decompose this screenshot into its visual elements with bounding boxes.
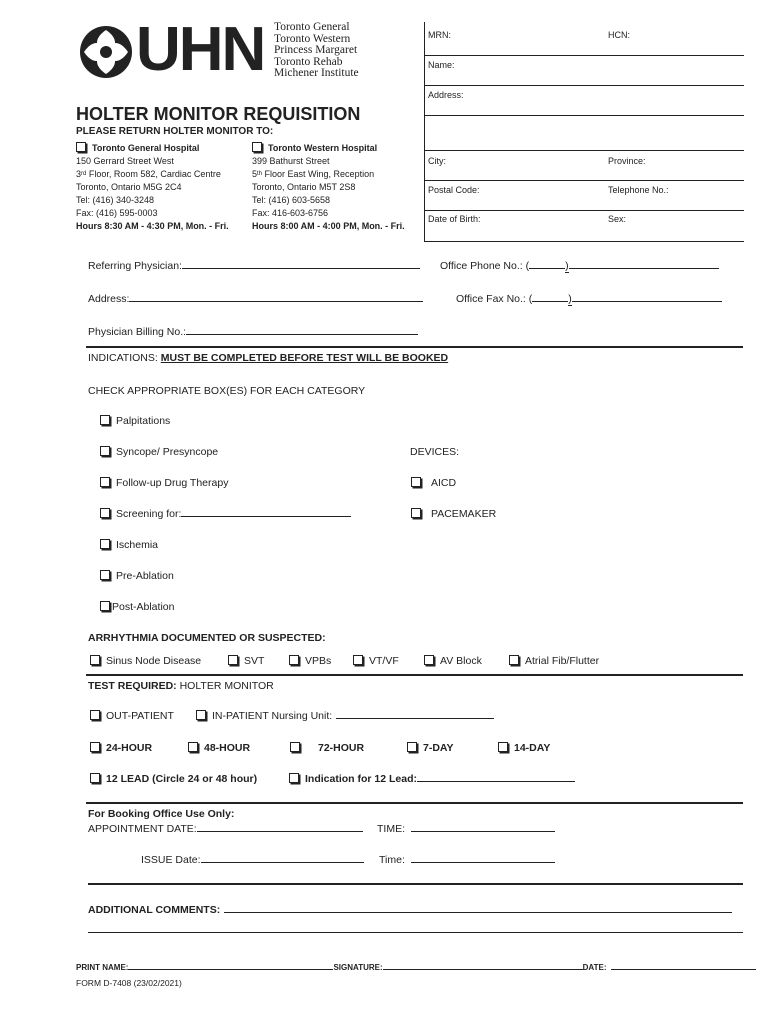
checkbox[interactable]: [509, 655, 519, 665]
checkbox[interactable]: [90, 655, 100, 665]
indication-screening[interactable]: Screening for:: [100, 508, 351, 520]
lead12-option[interactable]: 12 LEAD (Circle 24 or 48 hour): [90, 773, 257, 785]
twh-tel: Tel: (416) 603-5658: [252, 195, 331, 205]
physician-address-input[interactable]: [129, 301, 423, 302]
checkbox[interactable]: [90, 773, 100, 783]
tgh-hours: Hours 8:30 AM - 4:30 PM, Mon. - Fri.: [76, 221, 229, 231]
time-label-1: TIME:: [377, 823, 405, 835]
time-input-1[interactable]: [411, 831, 555, 832]
device-aicd[interactable]: AICD: [411, 477, 456, 489]
inpatient-option[interactable]: IN-PATIENT Nursing Unit:: [196, 710, 494, 722]
dob-field[interactable]: Date of Birth:: [428, 214, 481, 224]
booking-heading: For Booking Office Use Only:: [88, 808, 235, 820]
postal-code-field[interactable]: Postal Code:: [428, 185, 480, 195]
hospital-tgh: [76, 142, 229, 233]
checkbox[interactable]: [100, 508, 110, 518]
logo-wordmark: UHN: [136, 15, 265, 84]
test-required-value: HOLTER MONITOR: [179, 680, 274, 692]
checkbox[interactable]: [100, 446, 110, 456]
arrhythmia-sinus[interactable]: Sinus Node Disease: [90, 655, 201, 667]
billing-input[interactable]: [186, 334, 418, 335]
tgh-checkbox[interactable]: [76, 142, 86, 152]
office-fax-row: [456, 293, 722, 306]
arrhythmia-heading: ARRHYTHMIA DOCUMENTED OR SUSPECTED:: [88, 632, 326, 644]
indications-must: MUST BE COMPLETED BEFORE TEST WILL BE BOOKED: [160, 352, 449, 364]
checkbox[interactable]: [188, 742, 198, 752]
twh-hours: Hours 8:00 AM - 4:00 PM, Mon. - Fri.: [252, 221, 405, 231]
indication-post-ablation[interactable]: Post-Ablation: [100, 601, 174, 613]
checkbox[interactable]: [100, 477, 110, 487]
uhn-emblem-icon: [78, 24, 134, 80]
twh-fax: Fax: 416-603-6756: [252, 208, 329, 218]
form-title: HOLTER MONITOR REQUISITION: [76, 104, 361, 124]
tgh-street: 150 Gerrard Street West: [76, 156, 174, 166]
office-fax-paren: ): [568, 293, 572, 305]
arrhythmia-vpbs[interactable]: VPBs: [289, 655, 331, 667]
office-phone-input[interactable]: [569, 268, 719, 269]
twh-city: Toronto, Ontario M5T 2S8: [252, 182, 356, 192]
office-fax-area-input[interactable]: [532, 301, 568, 302]
comments-input[interactable]: [224, 912, 732, 913]
time-label-2: Time:: [379, 854, 405, 866]
referring-physician-input[interactable]: [182, 268, 420, 269]
office-phone-label: Office Phone No.: (: [440, 260, 530, 272]
checkbox[interactable]: [228, 655, 238, 665]
checkbox[interactable]: [411, 477, 421, 487]
uhn-logo: [78, 15, 368, 84]
print-name-label: PRINT NAME:: [76, 963, 129, 972]
telephone-field[interactable]: Telephone No.:: [608, 185, 669, 195]
hospital-name: Michener Institute: [274, 67, 359, 79]
checkbox[interactable]: [289, 773, 299, 783]
checkbox[interactable]: [411, 508, 421, 518]
hospital-name: Toronto Western: [274, 32, 351, 45]
tgh-tel: Tel: (416) 340-3248: [76, 195, 155, 205]
twh-checkbox[interactable]: [252, 142, 262, 152]
sex-field[interactable]: Sex:: [608, 214, 627, 224]
outpatient-option[interactable]: OUT-PATIENT: [90, 710, 174, 722]
hospital-names: [274, 22, 359, 80]
hospital-name: Toronto General: [274, 21, 350, 33]
checkbox[interactable]: [353, 655, 363, 665]
comments-row: [88, 904, 732, 916]
indication12-option[interactable]: Indication for 12 Lead:: [289, 773, 575, 785]
checkbox[interactable]: [196, 710, 206, 720]
issue-date-label: ISSUE Date:: [141, 854, 201, 866]
referring-physician-row: [88, 260, 420, 272]
indication-ischemia[interactable]: Ischemia: [100, 539, 158, 551]
indication-pre-ablation[interactable]: Pre-Ablation: [100, 570, 174, 582]
office-phone-paren: ): [565, 260, 569, 272]
nursing-unit-input[interactable]: [336, 718, 494, 719]
checkbox[interactable]: [90, 710, 100, 720]
checkbox[interactable]: [407, 742, 417, 752]
duration-48[interactable]: 48-HOUR: [188, 742, 250, 754]
hcn-field[interactable]: HCN:: [608, 30, 630, 40]
indication-syncope[interactable]: Syncope/ Presyncope: [100, 446, 218, 458]
arrhythmia-vtvf[interactable]: VT/VF: [353, 655, 399, 667]
indication-followup[interactable]: Follow-up Drug Therapy: [100, 477, 228, 489]
devices-label: DEVICES:: [410, 446, 460, 458]
checkbox[interactable]: [498, 742, 508, 752]
time-row-2: [379, 854, 555, 866]
province-field[interactable]: Province:: [608, 156, 646, 166]
indications-label: INDICATIONS:: [88, 352, 158, 364]
test-required-label: TEST REQUIRED:: [88, 680, 177, 692]
hospital-name: Toronto Rehab: [274, 55, 343, 68]
print-name-input[interactable]: [128, 969, 333, 970]
hospital-name: Princess Margaret: [274, 44, 358, 56]
checkbox[interactable]: [289, 655, 299, 665]
physician-address-label: Address:: [88, 293, 130, 305]
arrhythmia-av-block[interactable]: AV Block: [424, 655, 482, 667]
office-phone-row: [440, 260, 719, 273]
patient-address-field[interactable]: Address:: [428, 90, 464, 100]
comments-label: ADDITIONAL COMMENTS:: [88, 904, 221, 916]
checkbox[interactable]: [424, 655, 434, 665]
twh-street: 399 Bathurst Street: [252, 156, 330, 166]
mrn-field[interactable]: MRN:: [428, 30, 451, 40]
hospital-twh: [252, 142, 405, 233]
signature-label: SIGNATURE:: [333, 963, 383, 972]
checkbox[interactable]: [100, 415, 110, 425]
duration-7day[interactable]: 7-DAY: [407, 742, 454, 754]
date-input[interactable]: [611, 969, 756, 970]
form-number: FORM D-7408 (23/02/2021): [76, 978, 182, 988]
city-field[interactable]: City:: [428, 156, 446, 166]
checkbox[interactable]: [100, 601, 110, 611]
checkbox[interactable]: [100, 539, 110, 549]
appointment-date-row: [88, 823, 363, 835]
indication-palpitations[interactable]: Palpitations: [100, 415, 170, 427]
issue-date-row: [141, 854, 364, 866]
duration-14day[interactable]: 14-DAY: [498, 742, 550, 754]
arrhythmia-svt[interactable]: SVT: [228, 655, 264, 667]
signature-row: [76, 963, 756, 972]
physician-address-row: [88, 293, 423, 305]
check-instruction: CHECK APPROPRIATE BOX(ES) FOR EACH CATEGORY: [88, 385, 366, 397]
duration-24[interactable]: 24-HOUR: [90, 742, 152, 754]
office-fax-label: Office Fax No.: (: [456, 293, 533, 305]
test-required-heading: [88, 680, 274, 692]
issue-date-input[interactable]: [201, 862, 364, 863]
twh-name: Toronto Western Hospital: [268, 143, 378, 153]
tgh-name: Toronto General Hospital: [92, 143, 200, 153]
appointment-date-input[interactable]: [197, 831, 363, 832]
billing-row: [88, 326, 418, 338]
office-fax-input[interactable]: [572, 301, 722, 302]
twh-floor: 5th Floor East Wing, Reception: [252, 169, 375, 179]
checkbox[interactable]: [90, 742, 100, 752]
date-label: DATE:: [582, 963, 607, 972]
tgh-fax: Fax: (416) 595-0003: [76, 208, 158, 218]
screening-input[interactable]: [181, 516, 351, 517]
name-field[interactable]: Name:: [428, 60, 455, 70]
arrhythmia-afib[interactable]: Atrial Fib/Flutter: [509, 655, 599, 667]
checkbox[interactable]: [100, 570, 110, 580]
signature-input[interactable]: [383, 969, 583, 970]
time-input-2[interactable]: [411, 862, 555, 863]
duration-72[interactable]: 72-HOUR: [290, 742, 364, 754]
indication12-input[interactable]: [417, 781, 575, 782]
device-pacemaker[interactable]: PACEMAKER: [411, 508, 496, 520]
checkbox[interactable]: [290, 742, 300, 752]
indications-heading: [88, 352, 448, 364]
return-to-heading: PLEASE RETURN HOLTER MONITOR TO:: [76, 126, 274, 137]
billing-label: Physician Billing No.:: [88, 326, 187, 338]
time-row-1: [377, 823, 555, 835]
appointment-date-label: APPOINTMENT DATE:: [88, 823, 197, 835]
tgh-floor: 3rd Floor, Room 582, Cardiac Centre: [76, 169, 221, 179]
tgh-city: Toronto, Ontario M5G 2C4: [76, 182, 182, 192]
referring-physician-label: Referring Physician:: [88, 260, 182, 272]
comments-line-2[interactable]: [88, 932, 743, 933]
office-phone-area-input[interactable]: [529, 268, 565, 269]
